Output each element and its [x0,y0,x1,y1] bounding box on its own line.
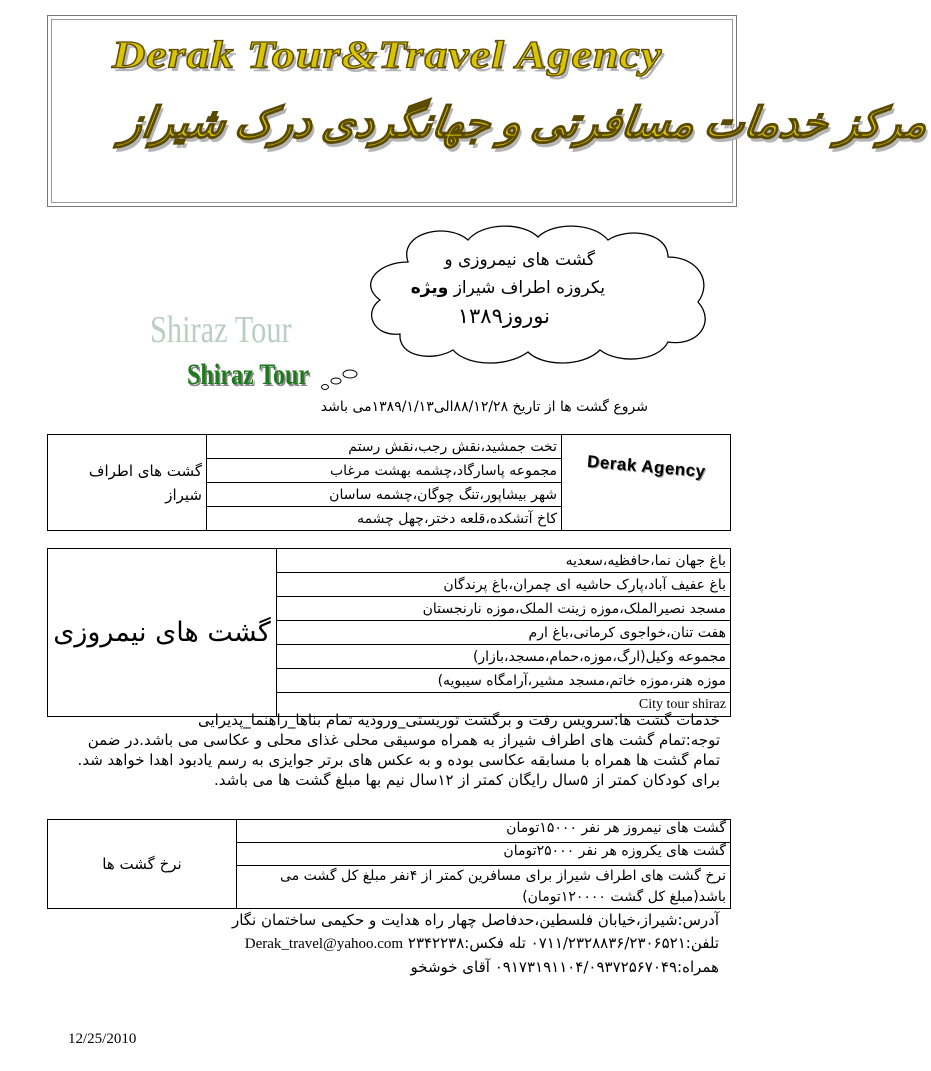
document-date: 12/25/2010 [68,1031,137,1047]
table-row [48,820,731,843]
derak-agency-logo: Derak Agency [586,451,707,482]
price-item: نرخ گشت های اطراف شیراز برای مسافرین کمتر از ۴نفر مبلغ کل گشت می باشد(مبلغ کل گشت ۱۲۰۰۰۰تومان) [237,866,731,909]
contact-section [57,909,719,979]
table-row [48,549,731,573]
tour-item: تخت جمشید،نقش رجب،نقش رستم [207,435,562,459]
phone-text: تلفن:۰۷۱۱/۲۳۲۸۸۳۶/۲۳۰۶۵۲۱ تله فکس:۲۳۴۲۲۳۸ [407,934,719,952]
price-item: گشت های نیمروز هر نفر ۱۵۰۰۰تومان [237,820,731,843]
mobile-text: همراه:۰۹۱۷۳۱۹۱۱۰۴/۰۹۳۷۲۵۶۷۰۴۹ آقای خوشخو [410,958,719,976]
header-title-en: Derak Tour&Travel Agency [112,32,663,77]
cloud-line-2-prefix: یکروزه اطراف شیراز [453,278,605,298]
attention-text: توجه:تمام گشت های اطراف شیراز به همراه موسیقی محلی غذای محلی و عکاسی می باشد.در ضمن تمام گشت ها همراه با مسابقه عکاسی بوده و به عکس های برتر جوایزی به رسم یادبود اهدا خواهد شد. [77,731,720,769]
noon-tours-table [47,548,731,717]
header-title-fa: مرکز خدمات مسافرتی و جهانگردی درک شیراز [118,101,931,147]
cloud-line-1: گشت های نیمروزی و [444,250,595,270]
price-item: گشت های یکروزه هر نفر ۲۵۰۰۰تومان [237,843,731,866]
logo-cell [562,435,731,531]
shiraz-tour-watermark: Shiraz Tour [150,309,292,351]
noon-item: City tour shiraz [277,693,731,717]
header-inner-border [51,19,931,203]
tour-item: کاخ آتشکده،قلعه دختر،چهل چشمه [207,507,562,531]
header-banner [47,15,931,207]
noon-item: مجموعه وکیل(ارگ،موزه،حمام،مسجد،بازار) [277,645,731,669]
services-text: خدمات گشت ها:سرویس رفت و برگشت توریستی_ورودیه تمام بناها_راهنما_پذیرایی [197,711,720,729]
prices-table [47,819,731,909]
noon-item: مسجد نصیرالملک،موزه زینت الملک،موزه نارنجستان [277,597,731,621]
table-row [48,435,731,459]
shiraz-tour-title: Shiraz Tour [187,358,310,391]
noon-item: موزه هنر،موزه خاتم،مسجد مشیر،آرامگاه سیبویه) [277,669,731,693]
start-date-text: شروع گشت ها از تاریخ ۸۸/۱۲/۲۸الی۱۳۸۹/۱/۱۳می باشد [320,399,648,415]
address-text: آدرس:شیراز،خیابان فلسطین،حدفاصل چهار راه هدایت و حکیمی ساختمان نگار [231,911,719,929]
tour-item: شهر بیشاپور،تنگ چوگان،چشمه ساسان [207,483,562,507]
tours-table [47,434,731,531]
email-link[interactable]: Derak_travel@yahoo.com [244,936,404,952]
noon-tours-title: گشت های نیمروزی [48,549,277,717]
cloud-line-3: نوروز۱۳۸۹ [457,304,550,328]
cloud-special-word: ویژه [410,278,449,298]
noon-item: باغ عفیف آباد،پارک حاشیه ای چمران،باغ پرندگان [277,573,731,597]
phone-line [57,932,719,956]
children-text: برای کودکان کمتر از ۵سال رایگان کمتر از ۱۲سال نیم بها مبلغ گشت ها می باشد. [213,771,720,789]
noon-item: هفت تنان،خواجوی کرمانی،باغ ارم [277,621,731,645]
cloud-bubbles [318,368,358,392]
tour-item: مجموعه پاسارگاد،چشمه بهشت مرغاب [207,459,562,483]
prices-title: نرخ گشت ها [48,820,237,909]
cloud-line-2 [411,278,605,298]
tours-title: گشت های اطراف شیراز [48,435,207,531]
notes-section [60,710,720,790]
noon-item: باغ جهان نما،حافظیه،سعدیه [277,549,731,573]
